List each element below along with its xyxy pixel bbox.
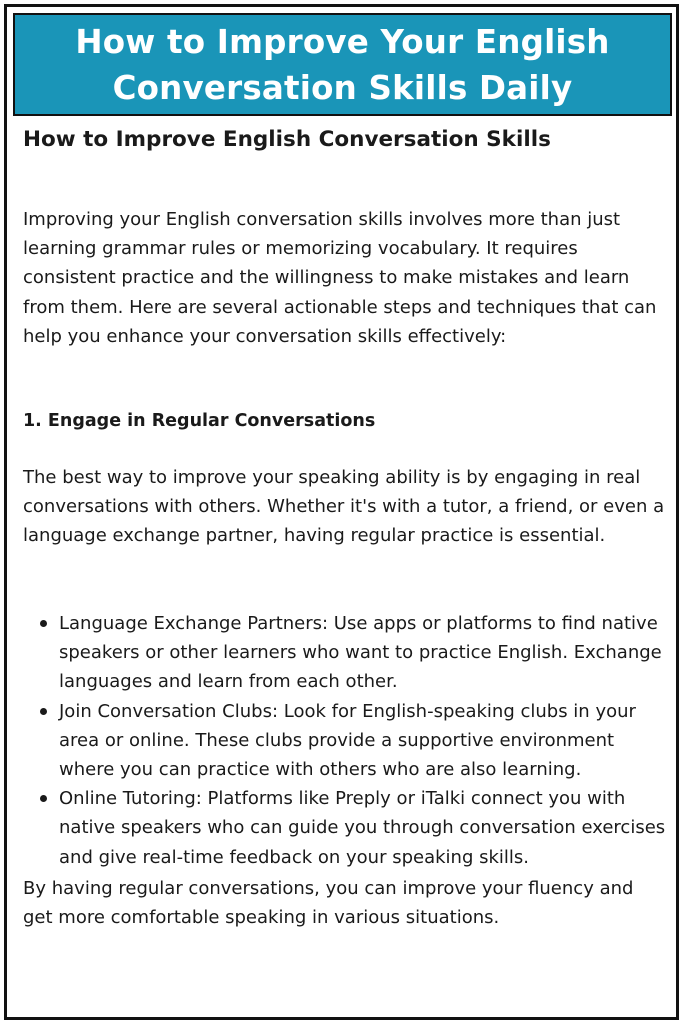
title-banner bbox=[13, 13, 672, 116]
bullet-dot-icon bbox=[40, 620, 47, 627]
page-title-line-1: How to Improve Your English bbox=[75, 22, 610, 61]
list-item-text: Language Exchange Partners: Use apps or platforms to find native speakers or other learners who want to practice English. Exchange languages and learn from each other. bbox=[59, 613, 662, 693]
page-frame bbox=[4, 4, 679, 1020]
article-body bbox=[23, 125, 668, 932]
bullet-dot-icon bbox=[40, 708, 47, 715]
page-title-line-2: Conversation Skills Daily bbox=[112, 68, 573, 107]
list-item-text: Join Conversation Clubs: Look for English-speaking clubs in your area or online. These clubs provide a supportive environment where you can practice with others who are also learning. bbox=[59, 700, 636, 781]
tips-list bbox=[23, 609, 668, 872]
list-item bbox=[23, 784, 668, 872]
bullet-dot-icon bbox=[40, 795, 47, 802]
page-title bbox=[75, 19, 609, 111]
list-item bbox=[23, 609, 668, 697]
list-item bbox=[23, 697, 668, 785]
subheading: 1. Engage in Regular Conversations bbox=[23, 411, 376, 431]
list-item-text: Online Tutoring: Platforms like Preply or iTalki connect you with native speakers who can guide you through conversation exercises and give real-time feedback on your speaking skills. bbox=[59, 788, 666, 868]
section-title: How to Improve English Conversation Skills bbox=[23, 127, 551, 152]
body-paragraph: The best way to improve your speaking ability is by engaging in real conversations with others. Whether it's with a tutor, a friend, or even a language exchange partner, having regular practice is essential. bbox=[23, 467, 665, 547]
intro-paragraph: Improving your English conversation skills involves more than just learning grammar rules or memorizing vocabulary. It requires consistent practice and the willingness to make mistakes and learn from them. Here are several actionable steps and techniques that can help you enhance your conversation skills effectively: bbox=[23, 209, 657, 347]
closing-paragraph: By having regular conversations, you can improve your fluency and get more comfortable speaking in various situations. bbox=[23, 877, 634, 929]
